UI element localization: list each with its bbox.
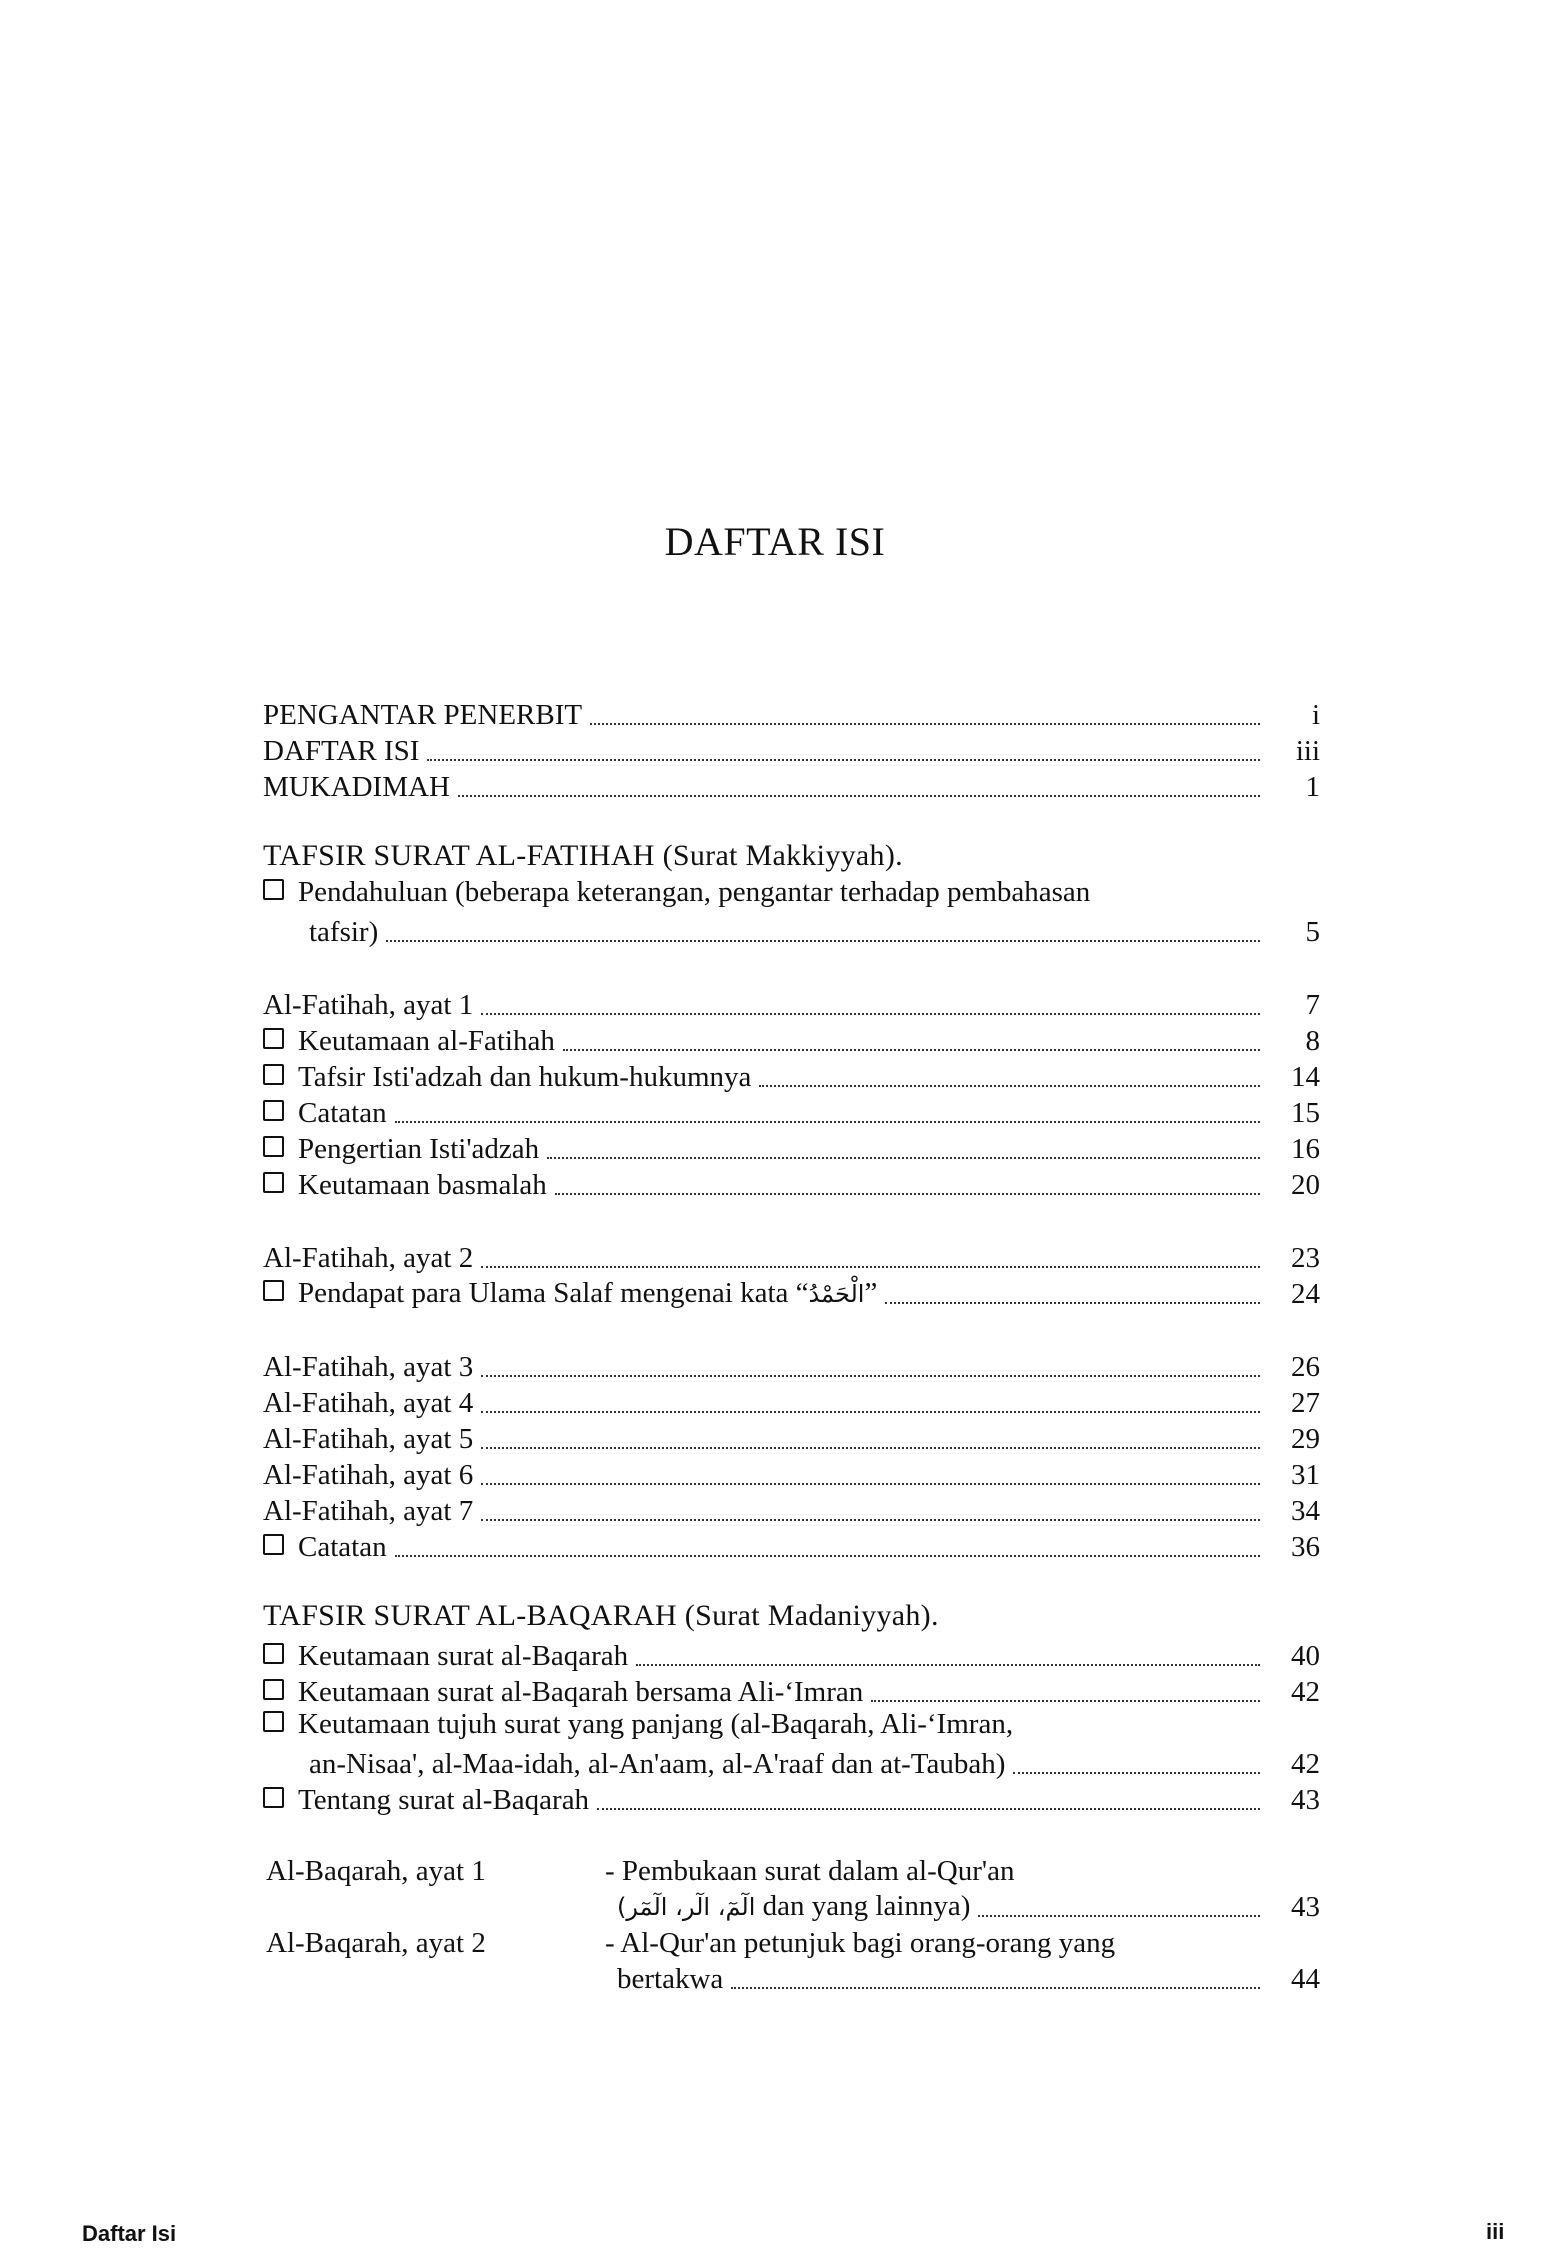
toc-entry-baqarah-ayat-2[interactable] [605, 1957, 1320, 1997]
toc-entry-label: an-Nisaa', al-Maa-idah, al-An'aam, al-A'raaf dan at-Taubah) [309, 1748, 1006, 1780]
toc-subentry-long-cont[interactable] [263, 1742, 1320, 1782]
dot-leader [481, 1265, 1260, 1268]
toc-entry-label: Keutamaan tujuh surat yang panjang (al-Baqarah, Ali-‘Imran, [298, 1708, 1014, 1740]
toc-page-number: 1 [1305, 771, 1320, 803]
toc-subentry[interactable] [263, 1525, 1320, 1565]
toc-page-number: 16 [1291, 1133, 1320, 1165]
toc-verse-desc: - Pembukaan surat dalam al-Qur'an [605, 1855, 1015, 1887]
arabic-text: الْحَمْدُ [808, 1280, 865, 1308]
toc-subentry[interactable] [263, 1127, 1320, 1167]
dot-leader [481, 1410, 1260, 1413]
toc-entry-fatihah-ayat[interactable] [263, 1489, 1320, 1529]
dot-leader [481, 1482, 1260, 1485]
toc-page-number: 14 [1291, 1061, 1320, 1093]
toc-page-number: 15 [1291, 1097, 1320, 1129]
checkbox-bullet-icon [263, 1643, 284, 1664]
toc-entry-label: Tafsir Isti'adzah dan hukum-hukumnya [298, 1061, 752, 1093]
toc-entry-fatihah-ayat[interactable] [263, 1345, 1320, 1385]
toc-page-number: 43 [1291, 1891, 1320, 1923]
dot-leader [481, 1374, 1260, 1377]
dot-leader [871, 1699, 1260, 1702]
toc-entry-fatihah-ayat[interactable] [263, 1453, 1320, 1493]
toc-entry-fatihah-ayat[interactable] [263, 1381, 1320, 1421]
toc-page-number: 36 [1291, 1531, 1320, 1563]
dot-leader [555, 1192, 1260, 1195]
checkbox-bullet-icon [263, 1028, 284, 1049]
toc-page-number: 42 [1291, 1748, 1320, 1780]
dot-leader [597, 1807, 1260, 1810]
toc-entry-label: Keutamaan surat al-Baqarah [298, 1640, 629, 1672]
dot-leader [427, 758, 1260, 761]
toc-entry-label: DAFTAR ISI [263, 735, 420, 767]
dot-leader [731, 1986, 1260, 1989]
toc-entry-pendahuluan-cont[interactable] [263, 910, 1320, 950]
toc-entry-label: Al-Fatihah, ayat 6 [263, 1459, 474, 1491]
dot-leader [481, 1446, 1260, 1449]
toc-page-number: 44 [1291, 1963, 1320, 1995]
toc-subentry[interactable] [263, 1055, 1320, 1095]
dot-leader [481, 1012, 1260, 1015]
toc-page-number: 7 [1305, 989, 1320, 1021]
toc-entry-label: Al-Fatihah, ayat 4 [263, 1387, 474, 1419]
toc-entry-label: Tentang surat al-Baqarah [298, 1784, 590, 1816]
toc-entry-label: ” [864, 1277, 878, 1309]
toc-verse-label: Al-Baqarah, ayat 1 [266, 1855, 486, 1887]
toc-entry-label: Al-Fatihah, ayat 5 [263, 1423, 474, 1455]
toc-page-number: 24 [1291, 1278, 1320, 1310]
section-heading-fatihah: TAFSIR SURAT AL-FATIHAH (Surat Makkiyyah). [263, 839, 903, 872]
toc-page-number: 42 [1291, 1676, 1320, 1708]
arabic-text: (الٓمٓ، الٓر، الٓمٓر [617, 1893, 756, 1921]
toc-entry-fatihah-ayat-1[interactable] [263, 983, 1320, 1023]
toc-entry-mukadimah[interactable] [263, 765, 1320, 805]
dot-leader [563, 1048, 1260, 1051]
toc-entry-label: Al-Fatihah, ayat 1 [263, 989, 474, 1021]
toc-entry-label: Catatan [298, 1531, 387, 1563]
toc-subentry[interactable] [263, 1670, 1320, 1710]
dot-leader [481, 1518, 1260, 1521]
checkbox-bullet-icon [263, 1534, 284, 1555]
toc-entry-label: Pendahuluan (beberapa keterangan, pengantar terhadap pembahasan [298, 876, 1091, 908]
toc-page-number: iii [1295, 735, 1320, 767]
toc-entry-label: Keutamaan basmalah [298, 1169, 547, 1201]
dot-leader [978, 1914, 1260, 1917]
footer-page-number: iii [1486, 2219, 1505, 2244]
toc-page-number: 31 [1291, 1459, 1320, 1491]
toc-page-number: 26 [1291, 1351, 1320, 1383]
toc-verse-desc: - Al-Qur'an petunjuk bagi orang-orang yang [605, 1927, 1116, 1959]
toc-entry-label: bertakwa [617, 1963, 724, 1995]
checkbox-bullet-icon [263, 1064, 284, 1085]
toc-subentry[interactable] [263, 1634, 1320, 1674]
toc-entry-daftar-isi[interactable] [263, 729, 1320, 769]
toc-entry-fatihah-ayat[interactable] [263, 1417, 1320, 1457]
toc-page-number: 43 [1291, 1784, 1320, 1816]
toc-entry-label: Al-Fatihah, ayat 2 [263, 1242, 474, 1274]
toc-entry-pengantar[interactable] [263, 693, 1320, 733]
dot-leader [1013, 1771, 1260, 1774]
toc-entry-label: dan yang lainnya) [755, 1890, 971, 1922]
checkbox-bullet-icon [263, 1280, 284, 1301]
dot-leader [885, 1301, 1260, 1304]
toc-entry-label: Al-Fatihah, ayat 7 [263, 1495, 474, 1527]
toc-page-number: 34 [1291, 1495, 1320, 1527]
toc-entry-label: MUKADIMAH [263, 771, 450, 803]
checkbox-bullet-icon [263, 1679, 284, 1700]
page-title: DAFTAR ISI [664, 519, 886, 564]
toc-page-number: 40 [1291, 1640, 1320, 1672]
toc-entry-label: PENGANTAR PENERBIT [263, 699, 583, 731]
toc-page-number: 27 [1291, 1387, 1320, 1419]
toc-page-number: 29 [1291, 1423, 1320, 1455]
dot-leader [547, 1156, 1260, 1159]
checkbox-bullet-icon [263, 1711, 284, 1732]
toc-page-number: 5 [1305, 916, 1320, 948]
toc-subentry[interactable] [263, 1272, 1320, 1312]
toc-subentry-long[interactable] [263, 1706, 1320, 1746]
dot-leader [395, 1554, 1260, 1557]
toc-entry-baqarah-ayat-1[interactable] [605, 1885, 1320, 1925]
toc-entry-label: Al-Fatihah, ayat 3 [263, 1351, 474, 1383]
checkbox-bullet-icon [263, 1787, 284, 1808]
toc-subentry[interactable] [263, 1163, 1320, 1203]
toc-entry-label: Keutamaan surat al-Baqarah bersama Ali-‘Imran [298, 1676, 864, 1708]
toc-subentry[interactable] [263, 1019, 1320, 1059]
toc-page-number: i [1311, 699, 1320, 731]
dot-leader [759, 1084, 1260, 1087]
toc-entry-label: Keutamaan al-Fatihah [298, 1025, 555, 1057]
toc-verse-label: Al-Baqarah, ayat 2 [266, 1927, 486, 1959]
footer-section-title: Daftar Isi [82, 2221, 177, 2246]
toc-page-number: 8 [1305, 1025, 1320, 1057]
toc-entry-label: tafsir) [309, 916, 379, 948]
dot-leader [590, 722, 1260, 725]
dot-leader [386, 939, 1260, 942]
toc-page-number: 20 [1291, 1169, 1320, 1201]
toc-entry-pendahuluan[interactable] [263, 874, 1320, 914]
dot-leader [395, 1120, 1260, 1123]
toc-subentry[interactable] [263, 1091, 1320, 1131]
toc-entry-label: Pendapat para Ulama Salaf mengenai kata “ [298, 1277, 809, 1309]
checkbox-bullet-icon [263, 879, 284, 900]
toc-entry-label: Catatan [298, 1097, 387, 1129]
dot-leader [458, 794, 1260, 797]
dot-leader [636, 1663, 1260, 1666]
toc-subentry[interactable] [263, 1778, 1320, 1818]
checkbox-bullet-icon [263, 1136, 284, 1157]
toc-entry-label: Pengertian Isti'adzah [298, 1133, 540, 1165]
section-heading-baqarah: TAFSIR SURAT AL-BAQARAH (Surat Madaniyyah). [263, 1599, 939, 1632]
checkbox-bullet-icon [263, 1172, 284, 1193]
toc-page-number: 23 [1291, 1242, 1320, 1274]
toc-entry-fatihah-ayat-2[interactable] [263, 1236, 1320, 1276]
checkbox-bullet-icon [263, 1100, 284, 1121]
